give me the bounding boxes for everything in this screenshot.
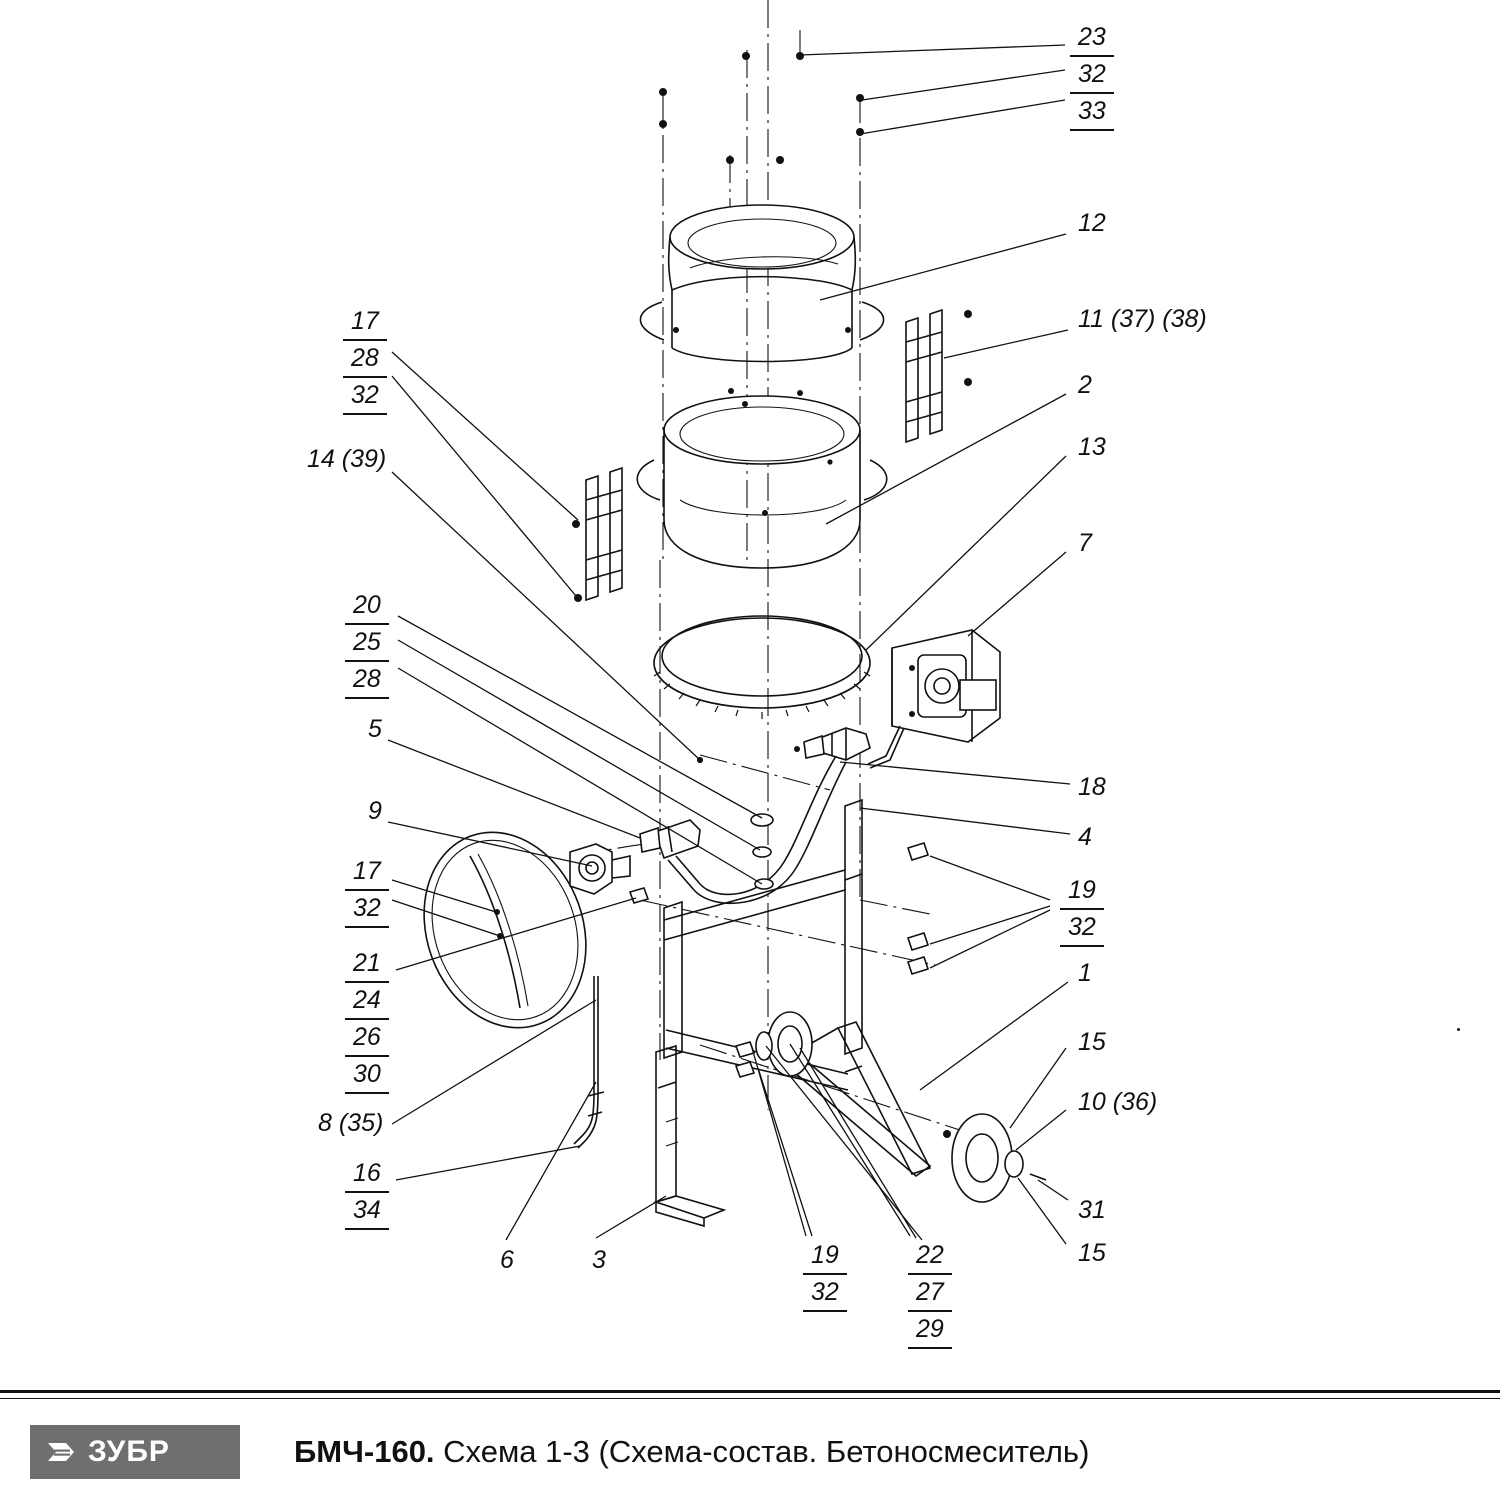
callout-19-32-right [1060, 875, 1104, 947]
callout-23-32-33 [1070, 22, 1114, 131]
callout-9 [360, 796, 390, 829]
callout-3 [584, 1245, 614, 1278]
handwheel [398, 809, 639, 1050]
callout-15-lower [1070, 1238, 1114, 1271]
callout-20-25-28 [345, 590, 389, 699]
callout-number: 28 [343, 343, 387, 378]
callout-number: 6 [500, 1246, 514, 1274]
callout-4 [1070, 822, 1100, 855]
callout-number: 5 [368, 715, 382, 743]
callout-number: 26 [345, 1022, 389, 1057]
callout-number: 2 [1078, 371, 1092, 399]
callout-number: 27 [908, 1277, 952, 1312]
callout-12 [1070, 208, 1114, 241]
sheet-caption [294, 1434, 1089, 1470]
callout-number: 17 [345, 856, 389, 891]
drum-lower-body [637, 396, 887, 568]
callout-number: 16 [345, 1158, 389, 1193]
callout-number: 1 [1078, 959, 1092, 987]
callout-number: 32 [803, 1277, 847, 1312]
callout-number: 11 (37) (38) [1078, 305, 1207, 333]
footer-divider-thin [0, 1398, 1500, 1399]
callout-number: 24 [345, 985, 389, 1020]
wheel-front [943, 1114, 1046, 1202]
callout-number: 32 [343, 380, 387, 415]
drive-shaft-coupling [794, 728, 870, 760]
callout-number: 25 [345, 627, 389, 662]
callout-number: 18 [1078, 773, 1106, 801]
zubr-arrow-icon [44, 1435, 78, 1469]
footer-divider [0, 1390, 1500, 1393]
callout-7 [1070, 528, 1100, 561]
callout-number: 15 [1078, 1028, 1106, 1056]
callout-number: 28 [345, 664, 389, 699]
callout-number: 17 [343, 306, 387, 341]
main-frame [664, 800, 930, 1176]
callout-number: 20 [345, 590, 389, 625]
callout-number: 14 (39) [307, 445, 387, 473]
callout-number: 15 [1078, 1239, 1106, 1267]
brand-logo [30, 1425, 240, 1479]
callout-31 [1070, 1195, 1114, 1228]
callout-number: 34 [345, 1195, 389, 1230]
callout-number: 7 [1078, 529, 1092, 557]
callout-number: 9 [368, 797, 382, 825]
registration-dot [1457, 1028, 1460, 1031]
callout-14-39 [299, 444, 394, 477]
callout-number: 32 [345, 893, 389, 928]
callout-18 [1070, 772, 1114, 805]
callout-17-32 [345, 856, 389, 928]
callout-15-upper [1070, 1027, 1114, 1060]
bracket-left [572, 468, 622, 602]
footer [0, 1404, 1500, 1500]
callout-number: 12 [1078, 209, 1106, 237]
callout-number: 19 [803, 1240, 847, 1275]
callout-number: 10 (36) [1078, 1088, 1158, 1116]
callout-number: 32 [1060, 912, 1104, 947]
callout-number: 31 [1078, 1196, 1106, 1224]
callout-number: 32 [1070, 59, 1114, 94]
callout-16-34 [345, 1158, 389, 1230]
callout-number: 4 [1078, 823, 1092, 851]
brand-name: ЗУБР [88, 1435, 170, 1468]
callout-2 [1070, 370, 1100, 403]
callout-17-28-32 [343, 306, 387, 415]
support-leg [656, 1046, 724, 1226]
hook-rod [574, 976, 604, 1148]
callout-number: 21 [345, 948, 389, 983]
bracket-right [906, 310, 972, 442]
callout-number: 8 (35) [318, 1109, 384, 1137]
motor-gearbox [868, 630, 1000, 768]
callout-number: 3 [592, 1246, 606, 1274]
drum-upper-cone [640, 205, 883, 396]
callout-8-35 [310, 1108, 391, 1141]
callout-22-27-29 [908, 1240, 952, 1349]
callout-number: 30 [345, 1059, 389, 1094]
callout-number: 29 [908, 1314, 952, 1349]
callout-10-36 [1070, 1087, 1165, 1120]
callout-number: 33 [1070, 96, 1114, 131]
ring-gear [654, 616, 870, 719]
callout-19-32-bottom [803, 1240, 847, 1312]
callout-11-37-38 [1070, 304, 1215, 337]
callout-21-24-26-30 [345, 948, 389, 1094]
callout-number: 13 [1078, 433, 1106, 461]
callout-5 [360, 714, 390, 747]
sheet-title: Схема 1-3 (Схема-состав. Бетоносмеситель) [443, 1434, 1090, 1469]
callout-13 [1070, 432, 1114, 465]
callout-number: 19 [1060, 875, 1104, 910]
callout-6 [492, 1245, 522, 1278]
callout-number: 22 [908, 1240, 952, 1275]
model-code: БМЧ-160. [294, 1434, 435, 1469]
callout-1 [1070, 958, 1100, 991]
callout-number: 23 [1070, 22, 1114, 57]
